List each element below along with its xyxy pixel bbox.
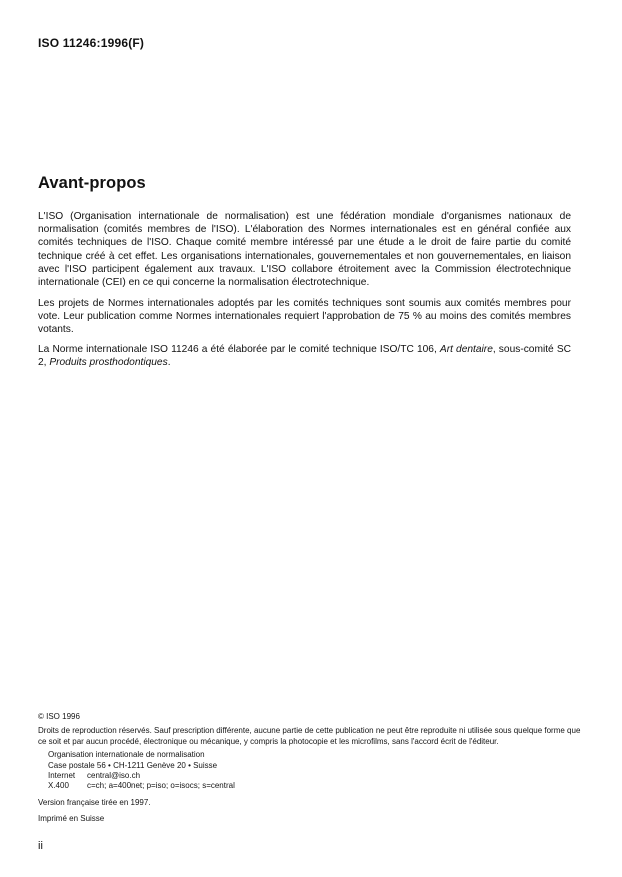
foreword-paragraph-2: Les projets de Normes internationales adoptés par les comités techniques sont soumis aux comités membres pour vote. Leur publication comme Normes internationales requiert l'approbation de 75 % au moins des comités membres votants. — [38, 298, 571, 336]
x400-address: c=ch; a=400net; p=iso; o=isocs; s=central — [87, 781, 235, 791]
copyright-notice: © ISO 1996 — [38, 712, 80, 721]
internet-row — [48, 771, 583, 781]
committee-name: Art dentaire — [439, 344, 493, 355]
foreword-paragraph-3 — [38, 343, 571, 369]
page-number: ii — [38, 840, 43, 852]
version-note: Version française tirée en 1997. — [38, 797, 151, 807]
section-title: Avant-propos — [38, 174, 146, 192]
postal-address: Case postale 56 • CH-1211 Genève 20 • Suisse — [48, 760, 218, 770]
internet-address: central@iso.ch — [87, 771, 141, 781]
rights-statement: Droits de reproduction réservés. Sauf prescription différente, aucune partie de cette publication ne peut être reproduite ni utilisée sous quelque forme que ce soit et par aucun procédé, électronique ou mécanique, y compris la photocopie et les microfilms, sans l'accord écrit de l'éditeur. — [38, 726, 581, 746]
x400-row — [48, 781, 583, 791]
printed-in-note: Imprimé en Suisse — [38, 814, 105, 824]
organisation-name: Organisation internationale de normalisation — [48, 750, 205, 760]
subcommittee-name: Produits prosthodontiques — [49, 357, 168, 369]
paragraph-3-prefix: La Norme internationale ISO 11246 a été élaborée par le comité technique ISO/TC 106, — [38, 344, 440, 355]
internet-label: Internet — [48, 771, 76, 781]
copyright-footer — [38, 712, 583, 825]
x400-label: X.400 — [48, 781, 69, 791]
paragraph-3-suffix: . — [167, 357, 171, 369]
document-identifier: ISO 11246:1996(F) — [38, 36, 145, 50]
foreword-paragraph-1: L'ISO (Organisation internationale de normalisation) est une fédération mondiale d'organismes nationaux de normalisation (comités membres de l'ISO). L'élaboration des Normes internationales est en général confiée aux comités techniques de l'ISO. Chaque comité membre intéressé par une étude a le droit de faire partie du comité technique créé à cet effet. Les organisations internationales, gouvernementales et non gouvernementales, en liaison avec l'ISO participent également aux travaux. L'ISO collabore étroitement avec la Commission électrotechnique internationale (CEI) en ce qui concerne la normalisation électrotechnique. — [38, 211, 571, 289]
publisher-address — [38, 750, 583, 792]
paragraph-3-mid: , sous-comité SC 2, — [38, 344, 571, 369]
